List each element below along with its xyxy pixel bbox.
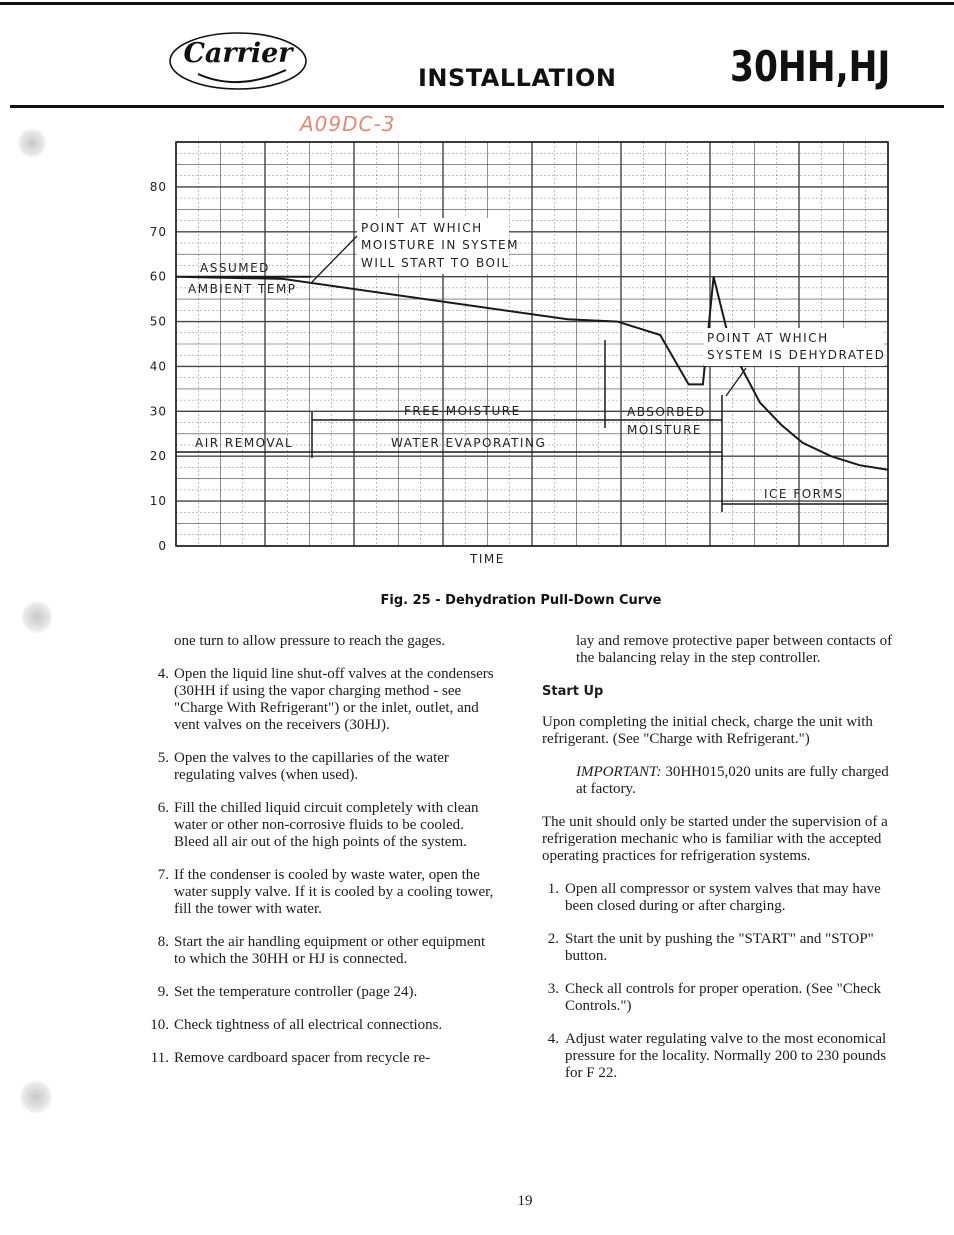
item-text: Fill the chilled liquid circuit completely with clean water or other non-corrosive fluids to be cooled. Bleed all air out of the high points of the system. [174,800,479,850]
list-item [542,981,902,1015]
item-text: Open the liquid line shut-off valves at the condensers (30HH if using the vapor charging method - see "Charge With Refrigerant") or the inlet, outlet, and vent valves on the receivers (30HJ). [174,666,494,733]
handwritten-note: A09DC-3 [300,112,396,136]
list-item [143,750,500,784]
right-steps-list [542,881,902,1082]
y-tick-label: 60 [149,269,167,284]
paragraph-supervision: The unit should only be started under the supervision of a refrigeration mechanic who is familiar with the accepted operating practices for refrigeration systems. [542,814,888,864]
item-number: 4. [547,1031,559,1047]
important-note [542,764,902,798]
item-number: 9. [157,984,169,1000]
item-number: 11. [150,1050,169,1066]
list-item [542,1031,902,1082]
model-title: 30HH,HJ [730,42,891,91]
section-title: INSTALLATION [418,64,617,92]
y-tick-label: 20 [149,449,167,464]
item-number: 5. [157,750,169,766]
annotation-free-moisture: FREE MOISTURE [404,404,521,418]
annotation-boil-3: WILL START TO BOIL [361,256,510,270]
paragraph-continued: one turn to allow pressure to reach the gages. [174,633,446,649]
section-heading-start-up: Start Up [542,684,604,699]
y-tick-label: 30 [149,404,167,419]
binder-hole-mark [20,1080,52,1114]
item-text: Remove cardboard spacer from recycle re- [174,1050,431,1066]
paragraph-continued: lay and remove protective paper between contacts of the balancing relay in the step controller. [576,633,893,666]
annotation-dehyd-1: POINT AT WHICH [707,331,829,345]
figure-caption: Fig. 25 - Dehydration Pull-Down Curve [380,593,662,608]
item-number: 3. [547,981,559,997]
y-tick-label: 50 [149,314,167,329]
annotation-dehyd-2: SYSTEM IS DEHYDRATED [707,348,886,362]
list-item [143,984,500,1001]
important-label: IMPORTANT: [576,764,662,780]
item-number: 8. [157,934,169,950]
y-tick-label: 70 [149,224,167,239]
annotation-ice-forms: ICE FORMS [764,487,844,501]
item-number: 7. [157,867,169,883]
left-column [143,633,500,1083]
item-text: Start the air handling equipment or other equipment to which the 30HH or HJ is connected. [174,934,486,967]
list-item [143,934,500,968]
left-steps-list [143,666,500,1067]
item-text: Check tightness of all electrical connections. [174,1017,443,1033]
paragraph-charge: Upon completing the initial check, charge the unit with refrigerant. (See "Charge with Refrigerant.") [542,714,873,747]
annotation-air-removal: AIR REMOVAL [195,436,294,450]
item-text: Set the temperature controller (page 24). [174,984,418,1000]
item-text: If the condenser is cooled by waste water, open the water supply valve. If it is cooled by a cooling tower, fill the tower with water. [174,867,494,917]
item-number: 6. [157,800,169,816]
annotation-ambient-temp: AMBIENT TEMP [188,282,297,296]
y-tick-label: 10 [149,494,167,509]
list-item [143,867,500,918]
annotation-boil-2: MOISTURE IN SYSTEM [361,238,519,252]
item-text: Open the valves to the capillaries of the water regulating valves (when used). [174,750,449,783]
y-tick-label: 0 [158,539,167,553]
page-number: 19 [517,1193,533,1209]
x-axis-label: TIME [470,552,505,566]
list-item [143,666,500,734]
annotation-absorbed: ABSORBED [627,405,706,419]
annotation-assumed: ASSUMED [200,261,270,275]
leader-line [726,368,746,396]
annotation-water-evaporating: WATER EVAPORATING [391,436,547,450]
logo-text: Carrier [183,38,293,69]
item-text: Check all controls for proper operation. (See "Check Controls.") [565,981,882,1014]
annotation-boil-1: POINT AT WHICH [361,221,483,235]
right-column [542,633,902,1098]
leader-line [312,236,357,282]
annotation-moisture: MOISTURE [627,423,702,437]
item-text: Start the unit by pushing the "START" and "STOP" button. [565,931,874,964]
list-item [143,800,500,851]
list-item [542,931,902,965]
item-text: Open all compressor or system valves that may have been closed during or after charging. [565,881,881,914]
y-tick-label: 40 [149,359,167,374]
y-axis-ticks [150,180,167,553]
item-number: 10. [150,1017,169,1033]
important-text: 30HH015,020 units are fully charged at factory. [576,764,889,797]
list-item [143,1017,500,1034]
item-number: 4. [157,666,169,682]
list-item [143,1050,500,1067]
item-number: 2. [547,931,559,947]
list-item [542,881,902,915]
y-tick-label: 80 [149,179,167,194]
item-number: 1. [547,881,559,897]
item-text: Adjust water regulating valve to the most economical pressure for the locality. Normally 200 to 230 pounds for F 22. [565,1031,887,1081]
dehydration-chart [0,0,954,600]
